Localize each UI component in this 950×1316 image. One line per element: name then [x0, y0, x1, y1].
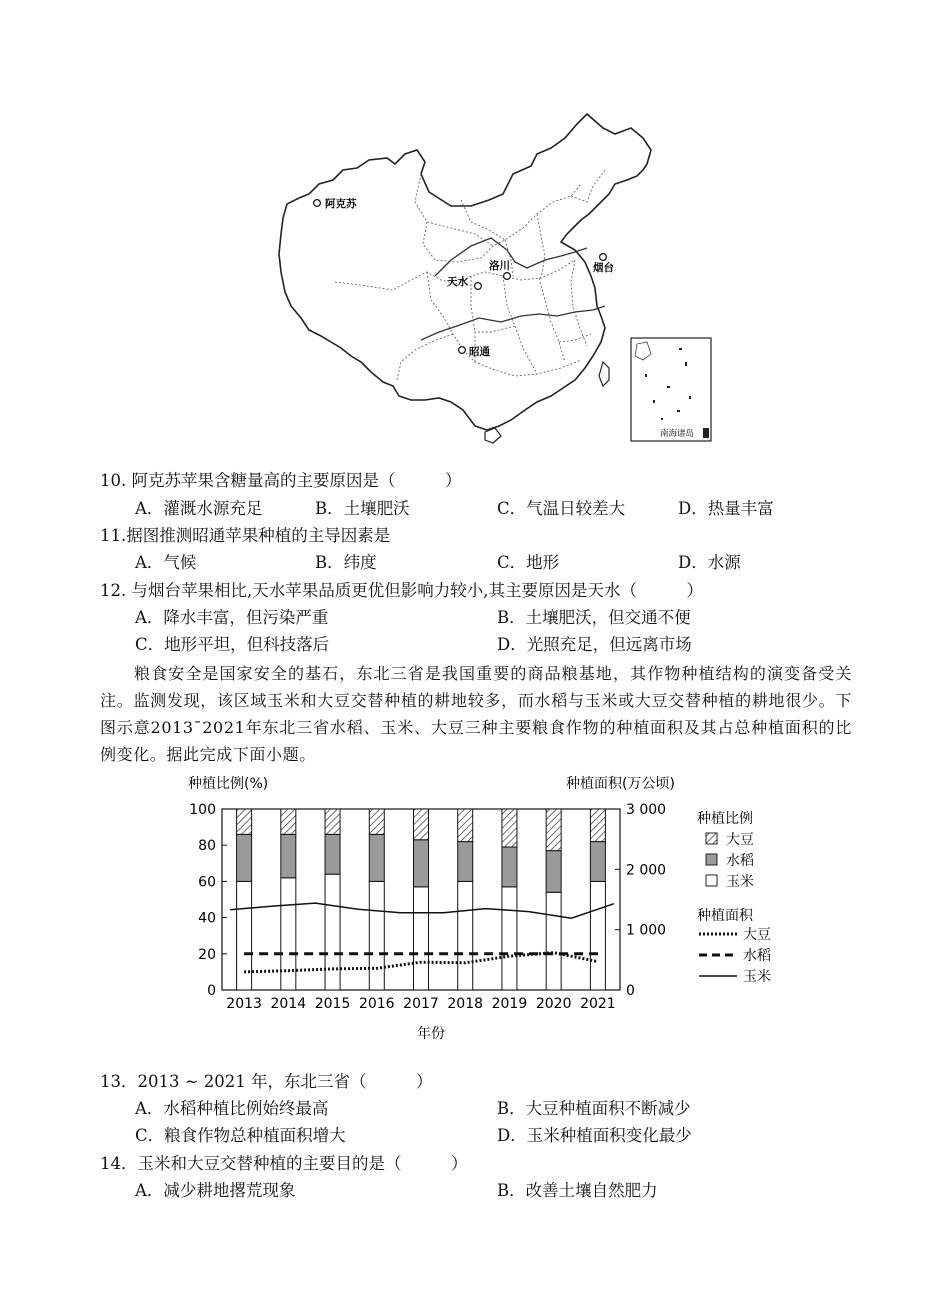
question-12-stem: 12. 与烟台苹果相比,天水苹果品质更优但影响力较小,其主要原因是天水（ ） [100, 581, 703, 600]
legend-soybean-area-label: 大豆 [743, 927, 771, 943]
bar-segment-rice-2013 [237, 834, 252, 881]
question-13-option-c: C．粮食作物总种植面积增大 [135, 1126, 346, 1145]
right-axis-tick-label: 1 000 [626, 922, 667, 939]
legend-soybean-ratio-label: 大豆 [726, 832, 754, 848]
legend-area-title: 种植面积 [697, 908, 753, 924]
question-10-option-c: C．气温日较差大 [497, 499, 626, 518]
bar-segment-rice-2014 [281, 834, 296, 877]
left-axis-tick-label: 20 [198, 946, 216, 963]
chart-right-axis-title: 种植面积(万公顷) [566, 776, 675, 792]
x-axis-tick-label: 2013 [226, 996, 262, 1012]
chart-x-axis-title: 年份 [417, 1026, 445, 1042]
south-china-sea-inset [631, 338, 711, 441]
city-markers [314, 197, 615, 358]
city-label-akesu: 阿克苏 [325, 198, 357, 210]
bar-segment-rice-2021 [590, 842, 605, 882]
question-13-option-a: A．水稻种植比例始终最高 [135, 1099, 329, 1118]
city-label-yantai: 烟台 [593, 262, 614, 274]
bar-segment-rice-2016 [369, 834, 384, 881]
legend-rice-ratio-label: 水稻 [726, 853, 754, 869]
chart-left-axis-title: 种植比例(%) [188, 776, 269, 792]
city-label-luochuan: 洛川 [489, 260, 510, 272]
bar-segment-corn-2016 [369, 881, 384, 990]
taiwan-island [599, 362, 609, 386]
bar-segment-soybean-2015 [325, 809, 340, 834]
bar-segment-soybean-2013 [237, 809, 252, 834]
question-11-option-a: A．气候 [135, 553, 197, 572]
legend-corn-area-label: 玉米 [743, 969, 771, 985]
city-label-tianshui: 天水 [447, 276, 468, 288]
question-13-option-d: D．玉米种植面积变化最少 [497, 1126, 692, 1145]
x-axis-tick-label: 2017 [403, 996, 439, 1012]
inset-label: 南海诸岛 [660, 429, 695, 439]
bar-segment-rice-2019 [502, 847, 517, 887]
x-axis-tick-label: 2021 [580, 996, 616, 1012]
bar-segment-corn-2018 [458, 881, 473, 990]
question-11-option-c: C．地形 [497, 553, 560, 572]
left-axis-tick-label: 0 [207, 983, 216, 999]
city-label-zhaotong: 昭通 [469, 346, 490, 358]
china-map [275, 110, 715, 445]
bar-segment-soybean-2020 [546, 809, 561, 851]
question-12-option-c: C．地形平坦，但科技落后 [135, 635, 330, 654]
chart-legend [697, 810, 771, 985]
question-12-option-d: D．光照充足，但远离市场 [497, 635, 692, 654]
bar-segment-soybean-2019 [502, 809, 517, 847]
bar-segment-soybean-2017 [414, 809, 429, 840]
x-axis-tick-label: 2018 [447, 996, 484, 1012]
legend-soybean-ratio-swatch [706, 833, 717, 844]
question-12-option-b: B．土壤肥沃，但交通不便 [497, 608, 691, 627]
x-axis-tick-label: 2016 [358, 996, 395, 1012]
bar-segment-rice-2020 [546, 851, 561, 893]
left-axis-tick-label: 40 [198, 910, 216, 927]
bar-segment-corn-2013 [237, 881, 252, 990]
city-marker-yantai [600, 254, 607, 261]
left-axis-tick-label: 60 [198, 874, 216, 891]
x-axis-tick-label: 2014 [270, 996, 307, 1012]
right-axis-tick-label: 3 000 [626, 802, 667, 818]
question-12-option-a: A．降水丰富，但污染严重 [135, 608, 329, 627]
right-axis-tick-label: 0 [626, 983, 635, 999]
question-11-stem: 11.据图推测昭通苹果种植的主导因素是 [100, 526, 391, 545]
legend-corn-ratio-label: 玉米 [726, 874, 754, 890]
bar-segment-corn-2017 [414, 887, 429, 990]
reading-passage: 粮食安全是国家安全的基石，东北三省是我国重要的商品粮基地，其作物种植结构的演变备受关注。监测发现，该区域玉米和大豆交替种植的耕地较多，而水稻与玉米或大豆交替种植的耕地很少。下图示意2013¯2021年东北三省水稻、玉米、大豆三种主要粮食作物的种植面积及其占总种植面积的比例变化。据此完成下面小题。 [100, 664, 852, 764]
bar-segment-soybean-2018 [458, 809, 473, 842]
legend-rice-area-label: 水稻 [743, 948, 771, 964]
crop-area-ratio-chart [180, 768, 800, 1050]
left-axis-tick-label: 100 [189, 802, 216, 818]
question-10-option-a: A．灌溉水源充足 [135, 499, 263, 518]
bar-segment-corn-2015 [325, 874, 340, 990]
question-14-option-b: B．改善土壤自然肥力 [497, 1181, 658, 1200]
question-14-stem: 14．玉米和大豆交替种植的主要目的是（ ） [100, 1154, 468, 1173]
bar-segment-rice-2017 [414, 840, 429, 887]
bar-segment-rice-2018 [458, 842, 473, 882]
x-axis-tick-label: 2015 [314, 996, 351, 1012]
question-10-stem: 10. 阿克苏苹果含糖量高的主要原因是（ ） [100, 471, 462, 490]
bar-segment-soybean-2016 [369, 809, 384, 834]
bar-segment-corn-2020 [546, 892, 561, 990]
right-axis-tick-label: 2 000 [626, 862, 667, 879]
bar-segment-corn-2019 [502, 887, 517, 990]
question-13-option-b: B．大豆种植面积不断减少 [497, 1099, 691, 1118]
x-axis-tick-label: 2019 [491, 996, 528, 1012]
city-marker-tianshui [475, 283, 482, 290]
question-14-option-a: A．减少耕地撂荒现象 [135, 1181, 296, 1200]
legend-corn-ratio-swatch [706, 875, 717, 886]
bar-segment-rice-2015 [325, 834, 340, 874]
city-marker-akesu [314, 200, 321, 207]
bar-segment-corn-2014 [281, 878, 296, 990]
legend-rice-ratio-swatch [706, 854, 717, 865]
city-marker-zhaotong [459, 347, 466, 354]
question-11-option-b: B．纬度 [315, 553, 377, 572]
question-10-option-d: D．热量丰富 [678, 499, 774, 518]
bar-segment-corn-2021 [590, 881, 605, 990]
question-11-option-d: D．水源 [678, 553, 741, 572]
city-marker-luochuan [504, 273, 511, 280]
bar-segment-soybean-2014 [281, 809, 296, 834]
legend-ratio-title: 种植比例 [697, 811, 753, 827]
question-13-stem: 13．2013 ~ 2021 年，东北三省（ ） [100, 1072, 433, 1091]
bar-segment-soybean-2021 [590, 809, 605, 842]
x-axis-tick-label: 2020 [535, 996, 572, 1012]
left-axis-tick-label: 80 [198, 838, 216, 855]
question-10-option-b: B．土壤肥沃 [315, 499, 410, 518]
